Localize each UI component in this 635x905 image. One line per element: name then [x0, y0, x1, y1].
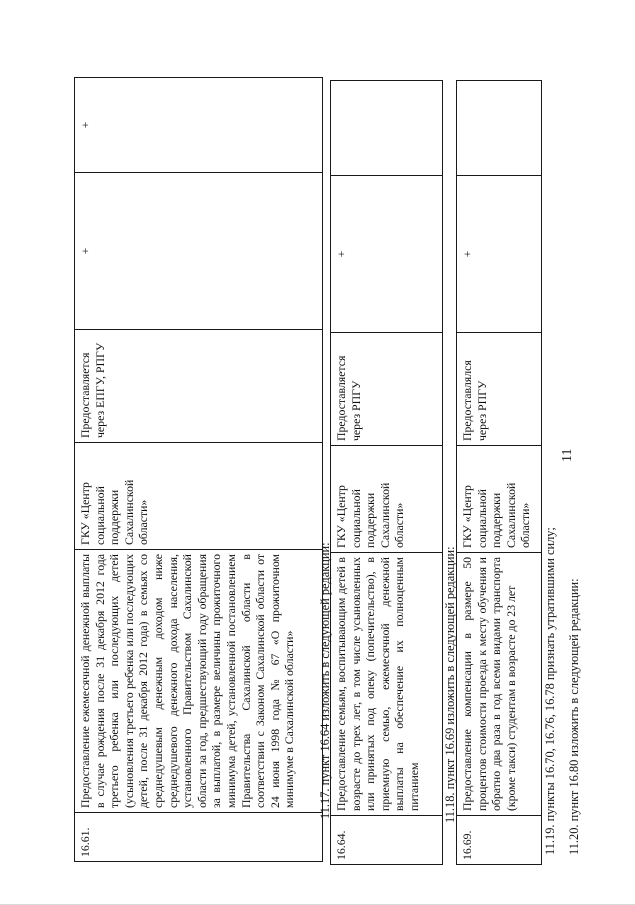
table-row-16-64	[330, 80, 443, 865]
delivery-method: Предоставляется через ЕПГУ, РПГУ	[75, 330, 323, 443]
row-number: 16.64.	[331, 816, 443, 865]
mark-column-6	[331, 81, 443, 176]
page-number: 11	[560, 448, 575, 462]
table-row-16-61	[74, 77, 323, 862]
service-name: Предоставление ежемесячной денежной выплаты в случае рождения после 31 декабря 2012 года третьего ребенка или последующих детей (усыновления третьего ребенка или последующих детей, после 31 декабря 2012 года) в семьях со среднедушевым денежным доходом ниже среднедушевого денежного дохода населения, установленного Правительством Сахалинской области за год, предшествующий году обращения за выплатой, в размере величины прожиточного минимума детей, установленной постановлением Правительства Сахалинской области в соответствии с Законом Сахалинской области от 24 июня 1998 года № 67 «О прожиточном минимуме в Сахалинской области»	[75, 550, 323, 813]
delivery-method: Предоставляется через РПГУ	[331, 333, 443, 446]
table-row-16-69	[456, 80, 542, 865]
mark-column-6: +	[75, 78, 323, 173]
row-number: 16.69.	[457, 816, 542, 865]
mark-column-5: +	[75, 173, 323, 330]
mark-column-6	[457, 81, 542, 176]
mark-column-5: +	[331, 176, 443, 333]
amendment-line-11-17: 11.17. пункт 16.64 изложить в следующей редакции:	[318, 542, 332, 819]
row-number: 16.61.	[75, 813, 323, 862]
provider-org: ГКУ «Центр социальной поддержки Сахалинской области»	[75, 443, 323, 550]
amendment-line-11-20: 11.20. пункт 16.80 изложить в следующей редакции:	[567, 578, 581, 855]
amendment-line-11-19: 11.19. пункты 16.70, 16.76, 16.78 признать утратившими силу;	[543, 527, 557, 855]
delivery-method: Предоставлялся через РПГУ	[457, 333, 542, 446]
service-name: Предоставление компенсации в размере 50 процентов стоимости проезда к месту обучения и обратно два раза в год всеми видами транспорта (кроме такси) студентам в возрасте до 23 лет	[457, 553, 542, 816]
mark-column-5: +	[457, 176, 542, 333]
provider-org: ГКУ «Центр социальной поддержки Сахалинской области»	[457, 446, 542, 553]
amendment-line-11-18: 11.18. пункт 16.69 изложить в следующей редакции:	[443, 546, 457, 823]
provider-org: ГКУ «Центр социальной поддержки Сахалинской области»	[331, 446, 443, 553]
service-name: Предоставление семьям, воспитывающим детей в возрасте до трех лет, в том числе усыновленных или принятых под опеку (попечительство), в приемную семью, ежемесячной денежной выплаты на обеспечение их полноценным питанием	[331, 553, 443, 816]
